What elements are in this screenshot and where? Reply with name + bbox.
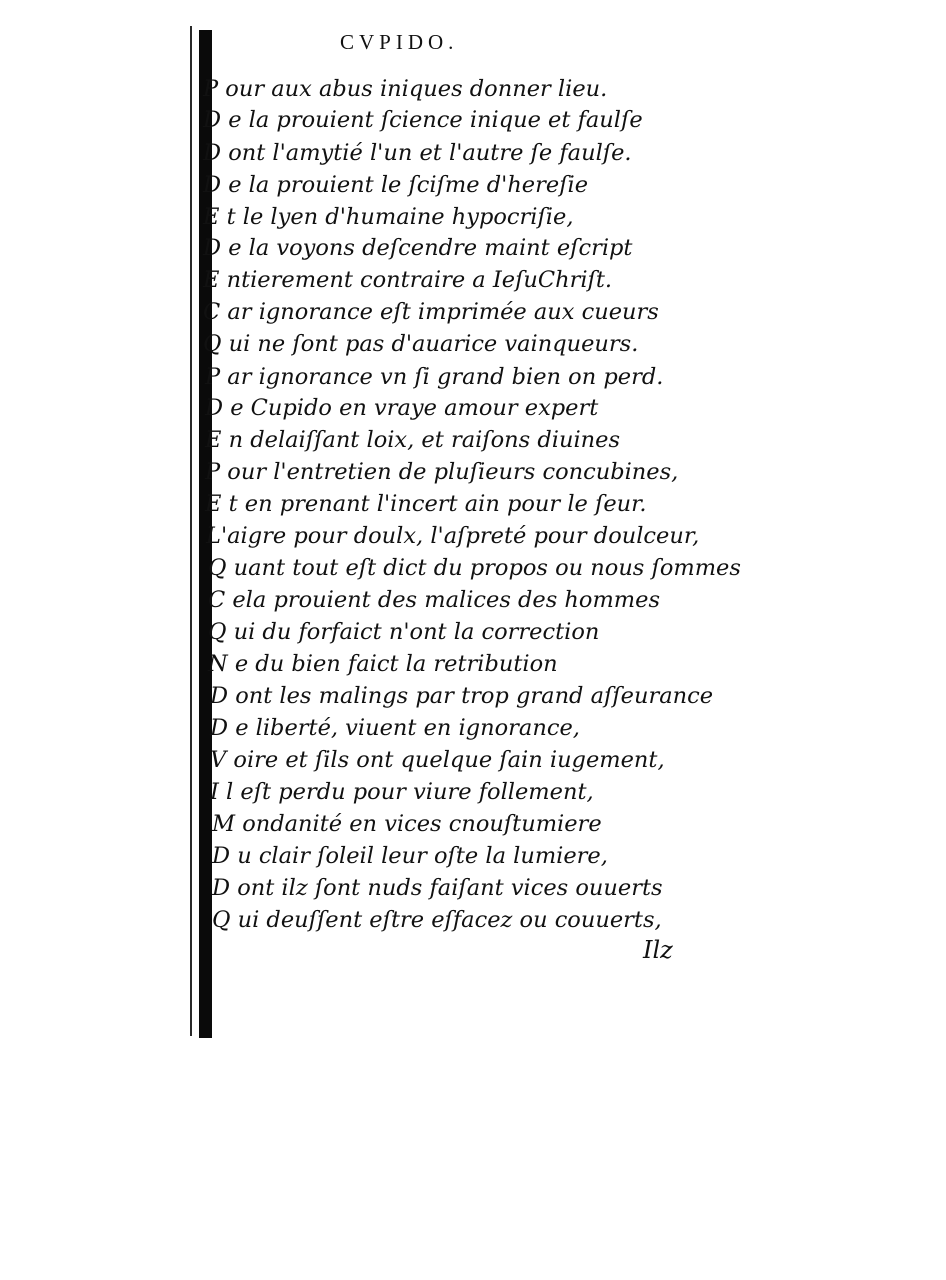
verse-line: Q uant tout eſt dict du propos ou nous ſommes <box>208 555 741 581</box>
verse-line: E t le lyen d'humaine hypocriſie, <box>203 204 574 230</box>
verse-line: D ont l'amytié l'un et l'autre ſe faulſe. <box>203 140 632 166</box>
verse-line: Q ui ne ſont pas d'auarice vainqueurs. <box>203 331 639 357</box>
verse-line: D e la prouient le ſciſme d'hereſie <box>203 172 589 198</box>
verse-line: D ont les malings par trop grand aſſeurance <box>210 683 714 709</box>
verse-line: M ondanité en vices cnouſtumiere <box>212 811 602 837</box>
verse-line: P our l'entretien de pluſieurs concubines, <box>205 459 679 485</box>
verse-line: D e liberté, viuent en ignorance, <box>210 715 580 741</box>
verse-line: N e du bien faict la retribution <box>208 651 558 677</box>
verse-line: E t en prenant l'incert ain pour le ſeur. <box>205 491 647 517</box>
verse-line: V oire et ſils ont quelque ſain iugement, <box>210 747 665 773</box>
verse-line: L'aigre pour doulx, l'aſpreté pour doulceur, <box>206 523 700 549</box>
verse-line: I l eſt perdu pour viure follement, <box>210 779 594 805</box>
running-head: CVPIDO. <box>340 30 459 54</box>
verse-line: Q ui deuſſent eſtre eſfacez ou couuerts, <box>212 907 662 933</box>
verse-line: C ar ignorance eſt imprimée aux cueurs <box>203 299 659 325</box>
verse-line: D u clair ſoleil leur oſte la lumiere, <box>212 843 608 869</box>
verse-line: D ont ilz ſont nuds faiſant vices ouuerts <box>212 875 663 901</box>
catchword: Ilz <box>643 936 673 964</box>
verse-line: D e la voyons deſcendre maint eſcript <box>203 235 633 261</box>
verse-line: E n delaiſſant loix, et raiſons diuines <box>205 427 621 453</box>
verse-line: P our aux abus iniques donner lieu. <box>203 76 608 102</box>
verse-line: E ntierement contraire a IeſuChriſt. <box>203 267 613 293</box>
verse-line: Q ui du forfaict n'ont la correction <box>208 619 600 645</box>
verse-line: P ar ignorance vn ſi grand bien on perd. <box>205 364 664 390</box>
verse-line: D e la prouient ſcience inique et faulſe <box>203 107 643 133</box>
verse-line: D e Cupido en vraye amour expert <box>205 395 599 421</box>
verse-line: C ela prouient des malices des hommes <box>208 587 660 613</box>
